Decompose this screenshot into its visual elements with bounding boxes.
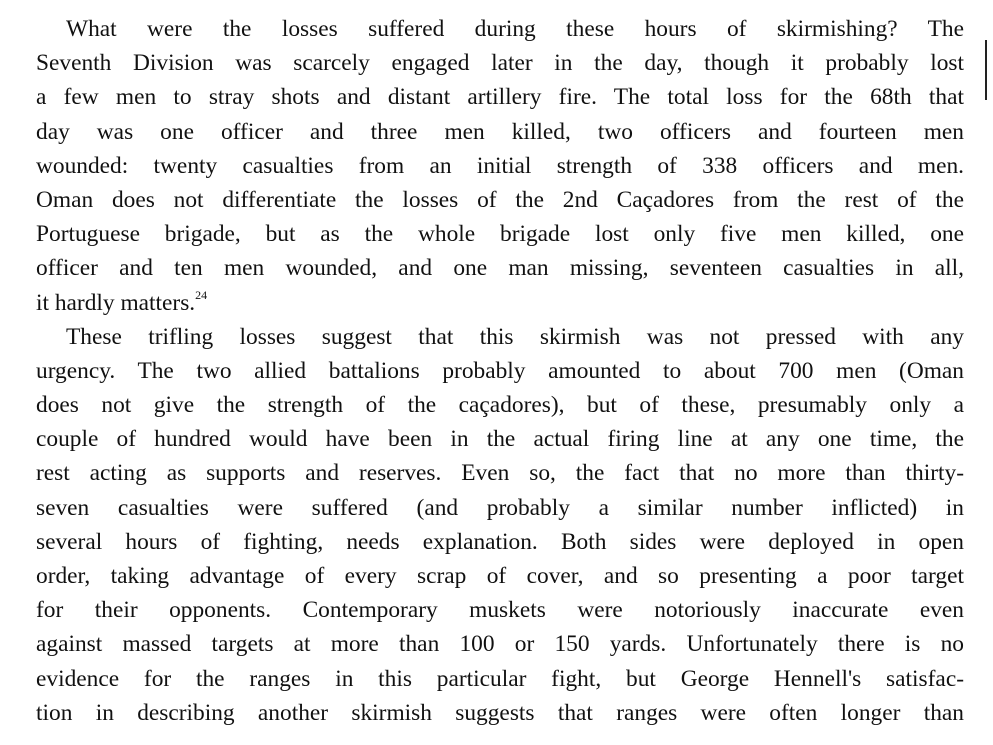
text-line: day was one officer and three men killed, two officers and fourteen men — [36, 118, 964, 145]
text-line: Portuguese brigade, but as the whole brigade lost only five men killed, one — [36, 221, 964, 248]
document-page — [36, 12, 964, 730]
paragraph-1 — [36, 12, 964, 320]
text-line: couple of hundred would have been in the actual firing line at any one time, the — [36, 426, 964, 453]
text-line: several hours of fighting, needs explanation. Both sides were deployed in open — [36, 528, 964, 555]
text-line: for their opponents. Contemporary muskets were notoriously inaccurate even — [36, 597, 964, 624]
text-line: does not give the strength of the caçadores), but of these, presumably only a — [36, 392, 964, 419]
text-line: order, taking advantage of every scrap of cover, and so presenting a poor target — [36, 563, 964, 589]
text-line: a few men to stray shots and distant artillery fire. The total loss for the 68th that — [36, 84, 964, 111]
text-line: evidence for the ranges in this particular fight, but George Hennell's satisfac- — [36, 665, 964, 692]
text-line: against massed targets at more than 100 or 150 yards. Unfortunately there is no — [36, 631, 964, 658]
text-line: urgency. The two allied battalions probably amounted to about 700 men (Oman — [36, 357, 964, 384]
page-edge-mark — [985, 40, 993, 100]
paragraph-2 — [36, 320, 964, 730]
text-line: What were the losses suffered during these hours of skirmishing? The — [66, 16, 964, 42]
text-line-content: it hardly matters. — [36, 289, 196, 316]
text-line: wounded: twenty casualties from an initial strength of 338 officers and men. — [36, 152, 964, 179]
text-line — [36, 286, 964, 320]
text-line: These trifling losses suggest that this skirmish was not pressed with any — [66, 323, 964, 350]
text-line: Seventh Division was scarcely engaged later in the day, though it probably lost — [36, 50, 964, 77]
text-line: rest acting as supports and reserves. Even so, the fact that no more than thirty- — [36, 460, 964, 487]
text-line: Oman does not differentiate the losses of the 2nd Caçadores from the rest of the — [36, 186, 964, 213]
text-line: officer and ten men wounded, and one man missing, seventeen casualties in all, — [36, 255, 964, 282]
footnote-marker: 24 — [195, 287, 208, 302]
text-line: tion in describing another skirmish suggests that ranges were often longer than — [36, 699, 964, 726]
text-line: seven casualties were suffered (and probably a similar number inflicted) in — [36, 494, 964, 521]
